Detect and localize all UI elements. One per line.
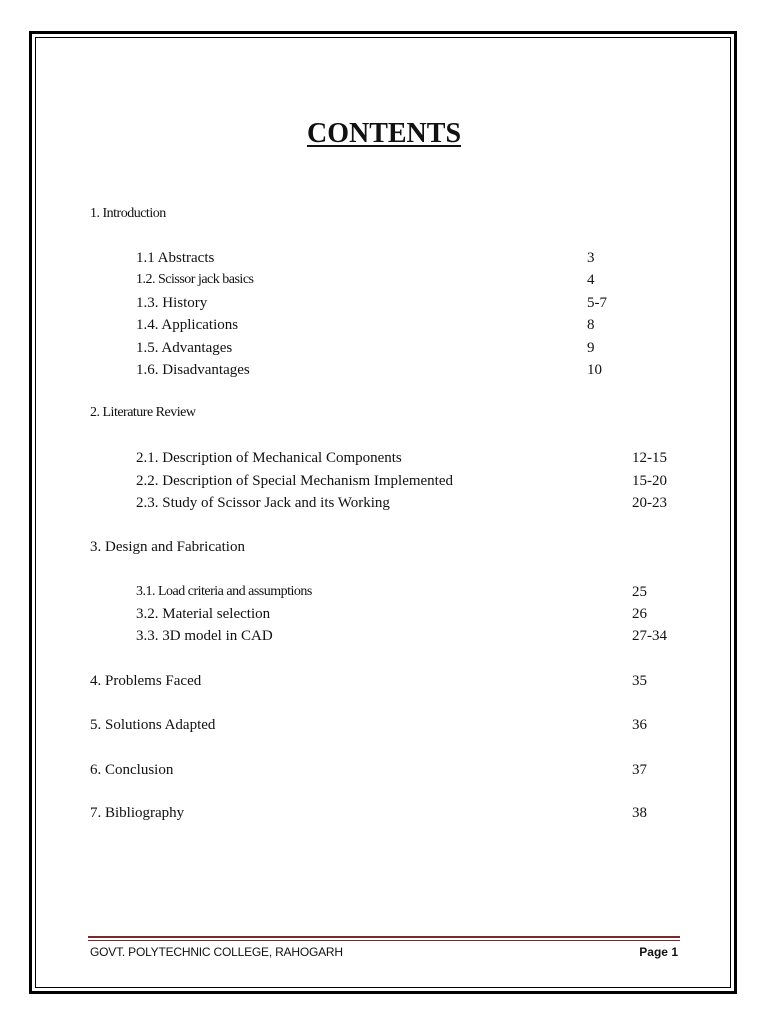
toc-entry-applications: 1.4. Applications	[136, 317, 239, 333]
footer-college-name: GOVT. POLYTECHNIC COLLEGE, RAHOGARH	[90, 945, 343, 959]
toc-heading-introduction: 1. Introduction	[90, 206, 166, 221]
footer-rule-thin	[88, 940, 680, 941]
toc-page-mechanical-components: 12-15	[632, 450, 667, 466]
toc-heading-solutions-adapted: 5. Solutions Adapted	[90, 717, 216, 733]
toc-entry-history: 1.3. History	[136, 295, 208, 311]
page-title: CONTENTS	[306, 118, 462, 149]
toc-page-study-scissor-jack: 20-23	[632, 495, 667, 511]
toc-page-material-selection: 26	[632, 606, 647, 622]
toc-page-abstracts: 3	[587, 250, 595, 266]
toc-entry-abstracts: 1.1 Abstracts	[136, 250, 215, 266]
toc-page-disadvantages: 10	[587, 362, 602, 378]
toc-heading-literature-review: 2. Literature Review	[90, 405, 196, 420]
toc-page-special-mechanism: 15-20	[632, 473, 667, 489]
toc-page-bibliography: 38	[632, 805, 647, 821]
toc-heading-conclusion: 6. Conclusion	[90, 762, 174, 778]
toc-heading-design-fabrication: 3. Design and Fabrication	[90, 539, 245, 555]
toc-entry-advantages: 1.5. Advantages	[136, 340, 233, 356]
toc-page-advantages: 9	[587, 340, 595, 356]
toc-page-conclusion: 37	[632, 762, 647, 778]
toc-page-3d-model: 27-34	[632, 628, 667, 644]
toc-entry-load-criteria: 3.1. Load criteria and assumptions	[136, 584, 312, 599]
footer-page-number: Page 1	[639, 945, 678, 959]
toc-page-history: 5-7	[587, 295, 607, 311]
toc-page-load-criteria: 25	[632, 584, 647, 600]
toc-page-solutions-adapted: 36	[632, 717, 647, 733]
toc-entry-special-mechanism: 2.2. Description of Special Mechanism Implemented	[136, 473, 453, 489]
toc-entry-scissor-jack-basics: 1.2. Scissor jack basics	[136, 272, 254, 287]
toc-page-applications: 8	[587, 317, 595, 333]
toc-entry-disadvantages: 1.6. Disadvantages	[136, 362, 250, 378]
toc-page-scissor-jack-basics: 4	[587, 272, 595, 288]
toc-entry-3d-model: 3.3. 3D model in CAD	[136, 628, 273, 644]
footer-rule-thick	[88, 936, 680, 938]
toc-entry-mechanical-components: 2.1. Description of Mechanical Components	[136, 450, 402, 466]
page-border-inner	[35, 37, 731, 988]
toc-entry-material-selection: 3.2. Material selection	[136, 606, 271, 622]
toc-heading-problems-faced: 4. Problems Faced	[90, 673, 202, 689]
toc-entry-study-scissor-jack: 2.3. Study of Scissor Jack and its Working	[136, 495, 390, 511]
toc-heading-bibliography: 7. Bibliography	[90, 805, 185, 821]
toc-page-problems-faced: 35	[632, 673, 647, 689]
